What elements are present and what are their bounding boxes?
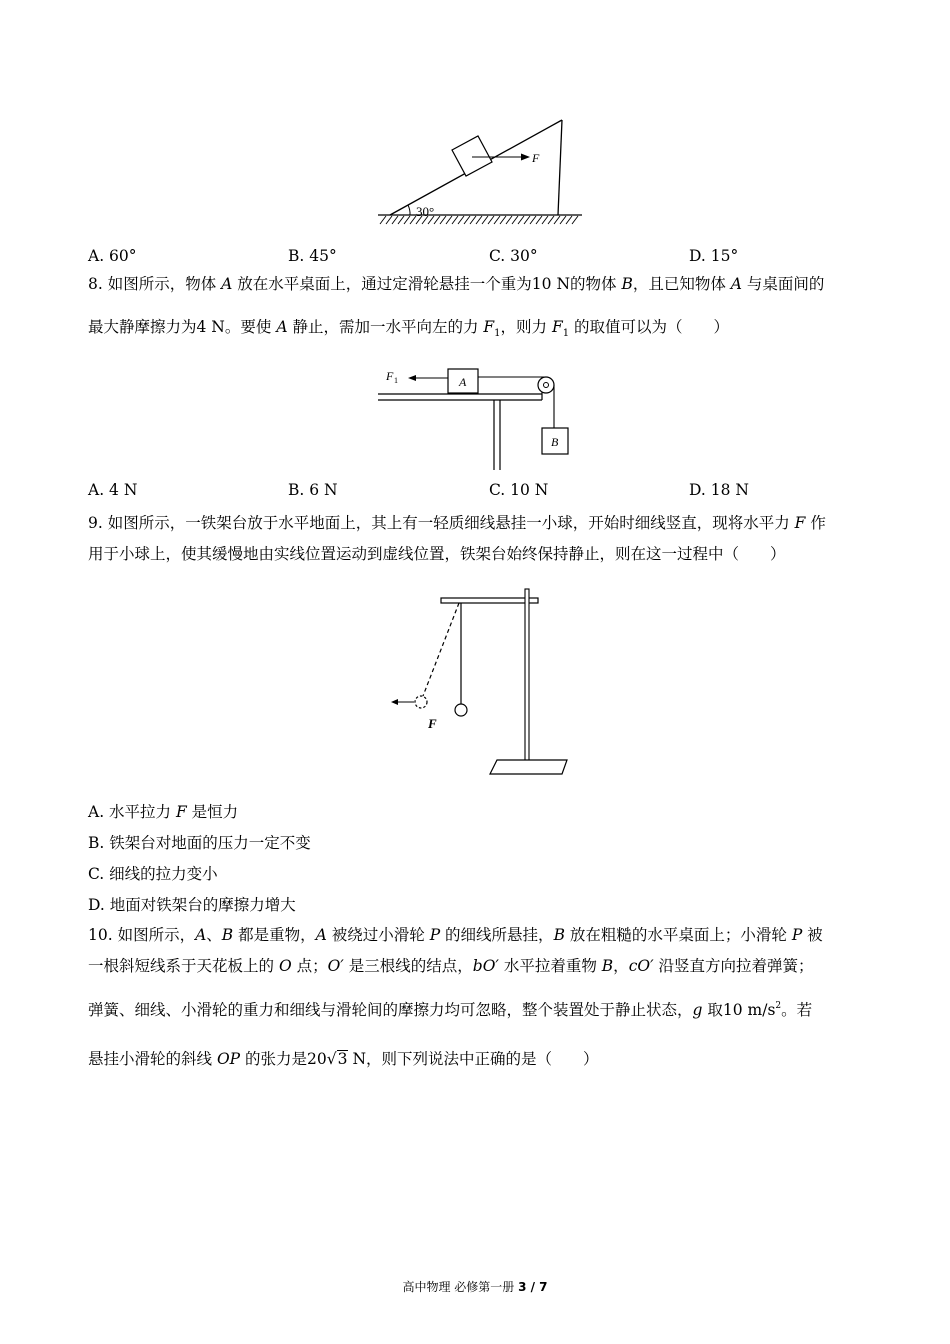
iron-stand-figure <box>384 586 574 781</box>
f1-arrowhead <box>408 375 416 381</box>
page-footer: 高中物理 必修第一册 3 / 7 <box>402 1280 548 1294</box>
string-dashed <box>423 603 459 696</box>
q8-stem-line1: 8. 如图所示，物体 A 放在水平桌面上，通过定滑轮悬挂一个重为10 N的物体 B，且已知物体 A 与桌面间的 <box>88 275 825 293</box>
f1-sub: 1 <box>394 376 398 385</box>
q9-option-b: B. 铁架台对地面的压力一定不变 <box>88 834 311 852</box>
ground-hatch <box>380 216 578 224</box>
block-a-label: A <box>459 375 467 389</box>
block-b-label: B <box>551 435 559 449</box>
pulley-figure <box>376 358 576 473</box>
sqrt-radicand: 3 <box>337 1050 348 1068</box>
incline-block <box>452 136 492 176</box>
force-label: F <box>428 716 437 731</box>
force-arrowhead <box>391 699 398 705</box>
q9-stem-line2: 用于小球上，使其缓慢地由实线位置运动到虚线位置，铁架台始终保持静止，则在这一过程中（ ） <box>88 545 786 563</box>
q9-stem-line1: 9. 如图所示，一铁架台放于水平地面上，其上有一轻质细线悬挂一小球，开始时细线竖直，现将水平力 F 作 <box>88 514 826 532</box>
vertical-rod <box>525 589 529 761</box>
f1-label: F <box>386 369 394 383</box>
incline-figure <box>372 112 592 232</box>
q8-stem-line2: 最大静摩擦力为4 N。要使 A 静止，需加一水平向左的力 $F_1$，则力 $F_1$ 的取值可以为（ ） <box>88 318 730 339</box>
q7-option-d: D. 15° <box>689 247 739 265</box>
ball-dashed <box>415 696 427 708</box>
q10-stem-line4: 悬挂小滑轮的斜线 OP 的张力是20√3 N，则下列说法中正确的是（ ） <box>88 1050 599 1068</box>
pulley-axle <box>544 383 549 388</box>
q7-option-a: A. 60° <box>88 247 137 265</box>
cross-bar <box>441 598 538 603</box>
q8-option-b: B. 6 N <box>288 481 338 499</box>
force-label: F <box>532 151 540 165</box>
q9-option-c: C. 细线的拉力变小 <box>88 865 218 883</box>
force-arrowhead <box>521 154 530 161</box>
incline-back <box>558 120 562 215</box>
ball-solid <box>455 704 467 716</box>
stand-base <box>490 760 567 774</box>
q10-stem-line1: 10. 如图所示，A、B 都是重物，A 被绕过小滑轮 P 的细线所悬挂，B 放在粗糙的水平桌面上；小滑轮 P 被 <box>88 926 823 944</box>
angle-arc <box>408 205 410 215</box>
q7-option-c: C. 30° <box>489 247 538 265</box>
q10-stem-line3: 弹簧、细线、小滑轮的重力和细线与滑轮间的摩擦力均可忽略，整个装置处于静止状态，g 取10 $m/s^2$。若 <box>88 1001 813 1019</box>
q9-option-d: D. 地面对铁架台的摩擦力增大 <box>88 896 296 914</box>
q10-stem-line2: 一根斜短线系于天花板上的 O 点；O′ 是三根线的结点，bO′ 水平拉着重物 B，cO′ 沿竖直方向拉着弹簧； <box>88 957 814 975</box>
q7-option-b: B. 45° <box>288 247 337 265</box>
q8-option-c: C. 10 N <box>489 481 549 499</box>
page-number: 3 / 7 <box>518 1280 548 1294</box>
q8-option-a: A. 4 N <box>88 481 138 499</box>
q8-option-d: D. 18 N <box>689 481 749 499</box>
q9-option-a: A. 水平拉力 F 是恒力 <box>88 803 239 821</box>
angle-label: 30° <box>416 204 435 219</box>
